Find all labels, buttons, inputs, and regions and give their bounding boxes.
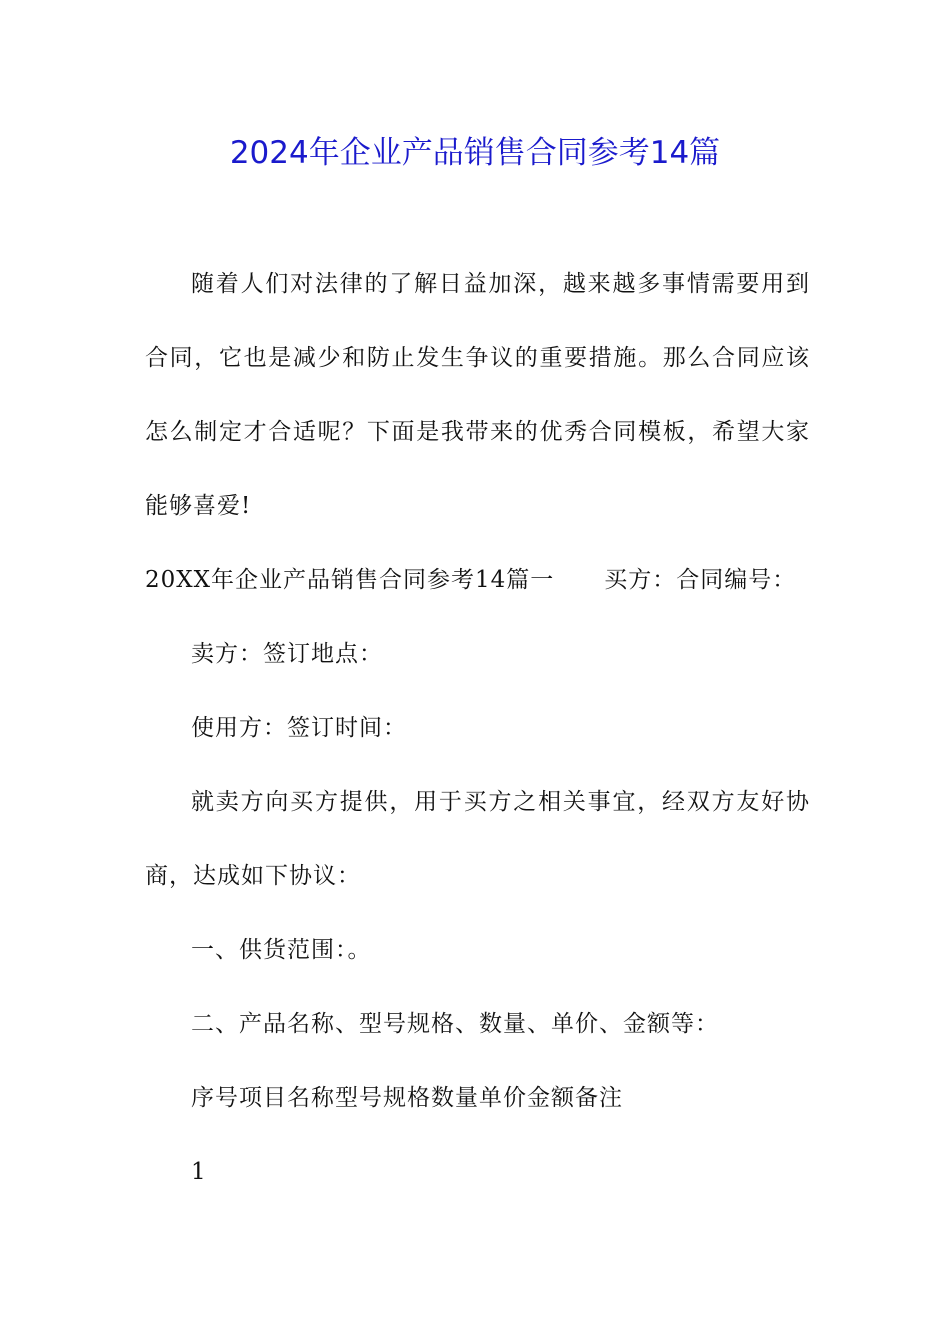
user-line: 使用方：签订时间： bbox=[191, 715, 407, 741]
clause-1: 一、供货范围：。 bbox=[191, 937, 372, 963]
table-header: 序号项目名称型号规格数量单价金额备注 bbox=[191, 1085, 623, 1111]
section-heading-line bbox=[145, 543, 810, 617]
section-heading: 20XX年企业产品销售合同参考14篇一 bbox=[145, 567, 555, 593]
document-title: 2024年企业产品销售合同参考14篇 bbox=[229, 135, 721, 171]
seller-line: 卖方：签订地点： bbox=[191, 641, 383, 667]
intro-paragraph: 随着人们对法律的了解日益加深，越来越多事情需要用到合同，它也是减少和防止发生争议的重要措施。那么合同应该怎么制定才合适呢？下面是我带来的优秀合同模板，希望大家能够喜爱! bbox=[145, 271, 810, 519]
clause-2: 二、产品名称、型号规格、数量、单价、金额等： bbox=[191, 1011, 719, 1037]
document-body bbox=[145, 247, 810, 1209]
buyer-line: 买方：合同编号： bbox=[604, 567, 797, 593]
agreement-paragraph: 就卖方向买方提供，用于买方之相关事宜，经双方友好协商，达成如下协议： bbox=[145, 789, 810, 889]
table-row-1: 1 bbox=[191, 1159, 207, 1185]
